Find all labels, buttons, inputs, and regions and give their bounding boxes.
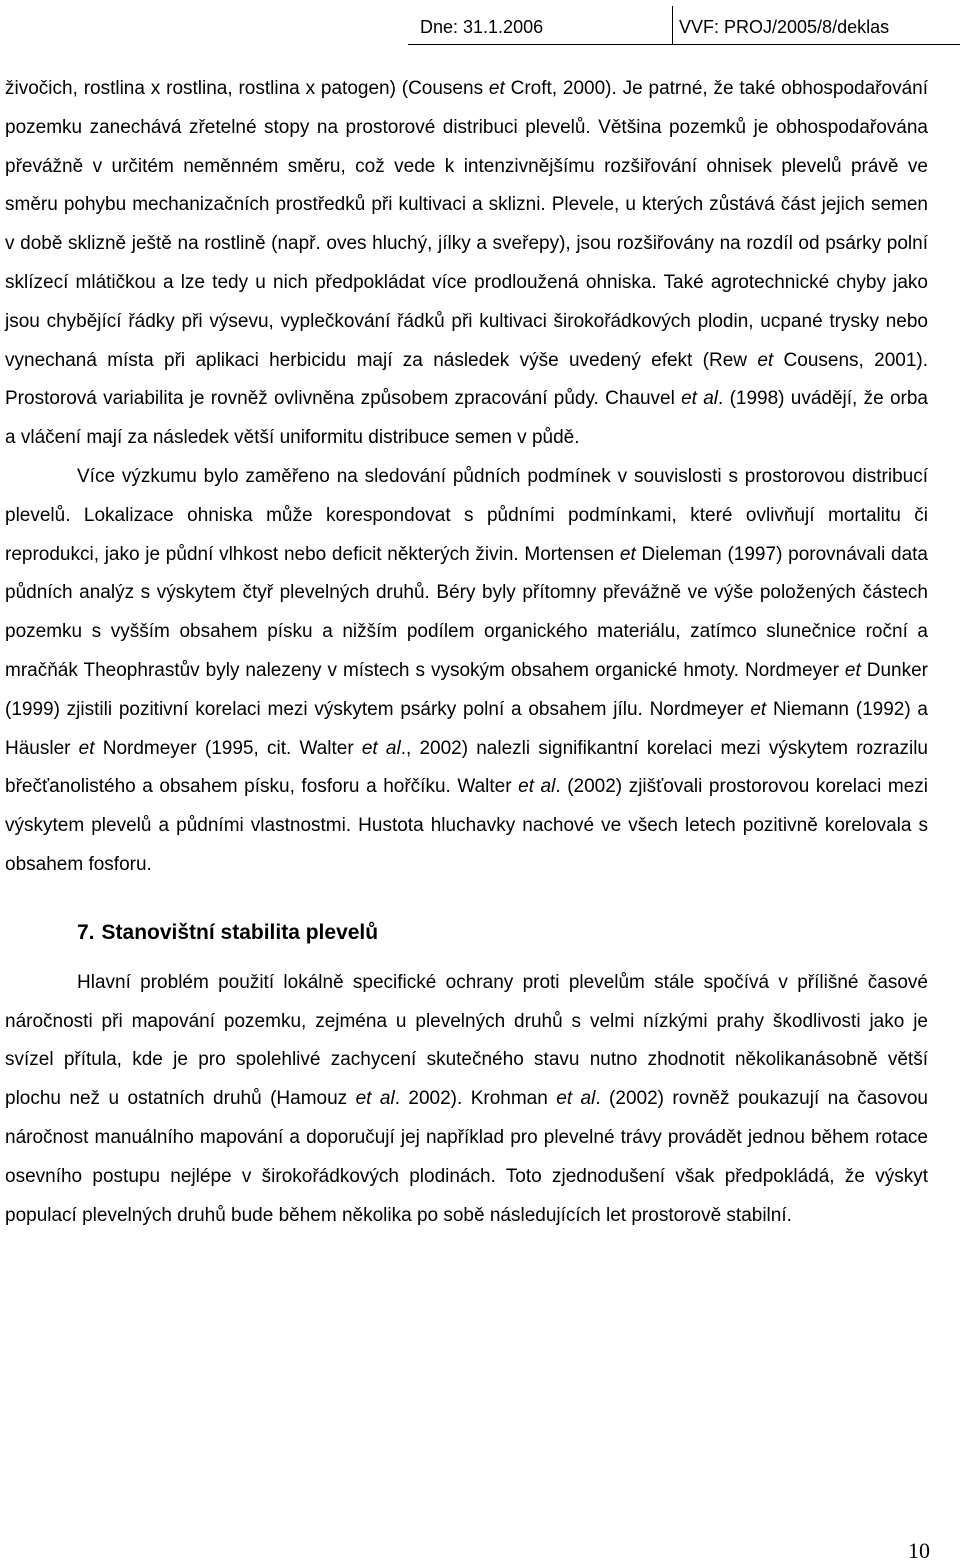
text-run: . (2002) rovněž poukazují na časovou náročnost manuálního mapování a doporučují jej například pro plevelné trávy provádět jednou během rotace osevního postupu nejlépe v širokořádkových plodinách. Toto zjednodušení však předpokládá, že výskyt populací plevelných druhů bude během několika po sobě následujících let prostorově stabilní.	[5, 1088, 929, 1226]
section-number: 7.	[77, 920, 95, 944]
italic-et: et	[619, 543, 636, 565]
text-run: Nordmeyer (1995, cit. Walter	[94, 737, 362, 759]
text-run: . (2002) zjišťovali prostorovou korelaci mezi výskytem plevelů a půdními vlastnostmi. Hustota hluchavky nachové ve všech letech pozitivně korelovala s obsahem fosforu.	[5, 776, 928, 875]
italic-et-al: et al	[518, 776, 556, 798]
italic-et: et	[844, 659, 861, 681]
header-reference: VVF: PROJ/2005/8/deklas	[672, 6, 960, 44]
page-number: 10	[908, 1538, 930, 1563]
text-run: Dunker (1999) zjistili pozitivní korelaci mezi výskytem psárky polní a obsahem jílu. Nordmeyer	[5, 659, 929, 720]
page-header	[408, 6, 960, 45]
paragraph-spatial-distribution	[5, 70, 928, 458]
text-run: . 2002). Krohman	[394, 1088, 557, 1110]
text-run: Více výzkumu bylo zaměřeno na sledování půdních podmínek v souvislosti s prostorovou distribucí plevelů. Lokalizace ohniska může korespondovat s půdními podmínkami, které ovlivňují mortalitu či reprodukci, jako je půdní vlhkost nebo deficit některých živin. Mortensen	[5, 465, 928, 565]
text-run: Cousens, 2001). Prostorová variabilita je rovněž ovlivněna způsobem zpracování půdy. Chauvel	[5, 349, 929, 410]
document-body	[5, 70, 928, 1235]
italic-et: et	[488, 78, 505, 99]
italic-et: et	[78, 737, 95, 759]
italic-et-al: et al	[361, 737, 401, 759]
italic-et: et	[757, 349, 774, 371]
text-run: Hlavní problém použití lokálně specifické ochrany proti plevelům stále spočívá v přílišné časové náročnosti při mapování pozemku, zejména u plevelných druhů s velmi nízkými prahy škodlivosti jako je svízel přítula, kde je pro spolehlivé zachycení skutečného stavu nutno zhodnotit několikanásobně větší plochu než u ostatních druhů (Hamouz	[5, 971, 928, 1110]
section-title: Stanovištní stabilita plevelů	[101, 920, 379, 944]
section-heading	[77, 914, 928, 952]
text-run: Croft, 2000). Je patrné, že také obhospodařování pozemku zanechává zřetelné stopy na prostorové distribuci plevelů. Většina pozemků je obhospodařována převážně v určitém neměnném směru, což vede k intenzivnějšímu rozšiřování ohnisek plevelů právě ve směru pohybu mechanizačních prostředků při kultivaci a sklizni. Plevele, u kterých zůstává část jejich semen v době sklizně ještě na rostlině (např. oves hluchý, jílky a sveřepy), jsou rozšiřovány na rozdíl od psárky polní sklízecí mlátičkou a lze tedy u nich předpokládat více prodloužená ohniska. Také agrotechnické chyby jako jsou chybějící řádky při výsevu, vyplečkování řádků při kultivaci širokořádkových plodin, ucpané trysky nebo vynechaná místa při aplikaci herbicidu mají za následek výše uvedený efekt (Rew	[5, 78, 928, 371]
text-run: Dieleman (1997) porovnávali data půdních analýz s výskytem čtyř plevelných druhů. Béry byly přítomny převážně ve výše položených částech pozemku s vyšším obsahem písku a nižším podílem organického materiálu, zatímco slunečnice roční a mračňák Theophrastův byly nalezeny v místech s vysokým obsahem organické hmoty. Nordmeyer	[5, 543, 928, 681]
paragraph-habitat-stability	[5, 964, 928, 1236]
italic-et-al: et al	[355, 1088, 395, 1110]
italic-et-al: et al	[556, 1088, 596, 1110]
text-run: Niemann (1992) a Häusler	[5, 698, 928, 759]
text-run: . (1998) uvádějí, že orba a vláčení mají za následek větší uniformitu distribuce semen v půdě.	[5, 388, 928, 449]
header-date: Dne: 31.1.2006	[420, 17, 544, 37]
text-run: ., 2002) nalezli signifikantní korelaci mezi výskytem rozrazilu břečťanolistého a obsahem písku, fosforu a hořčíku. Walter	[5, 737, 928, 798]
text-run: živočich, rostlina x rostlina, rostlina x patogen) (Cousens	[5, 78, 489, 99]
italic-et-al: et al	[681, 388, 719, 410]
italic-et: et	[750, 698, 767, 720]
paragraph-soil-conditions	[5, 458, 928, 885]
